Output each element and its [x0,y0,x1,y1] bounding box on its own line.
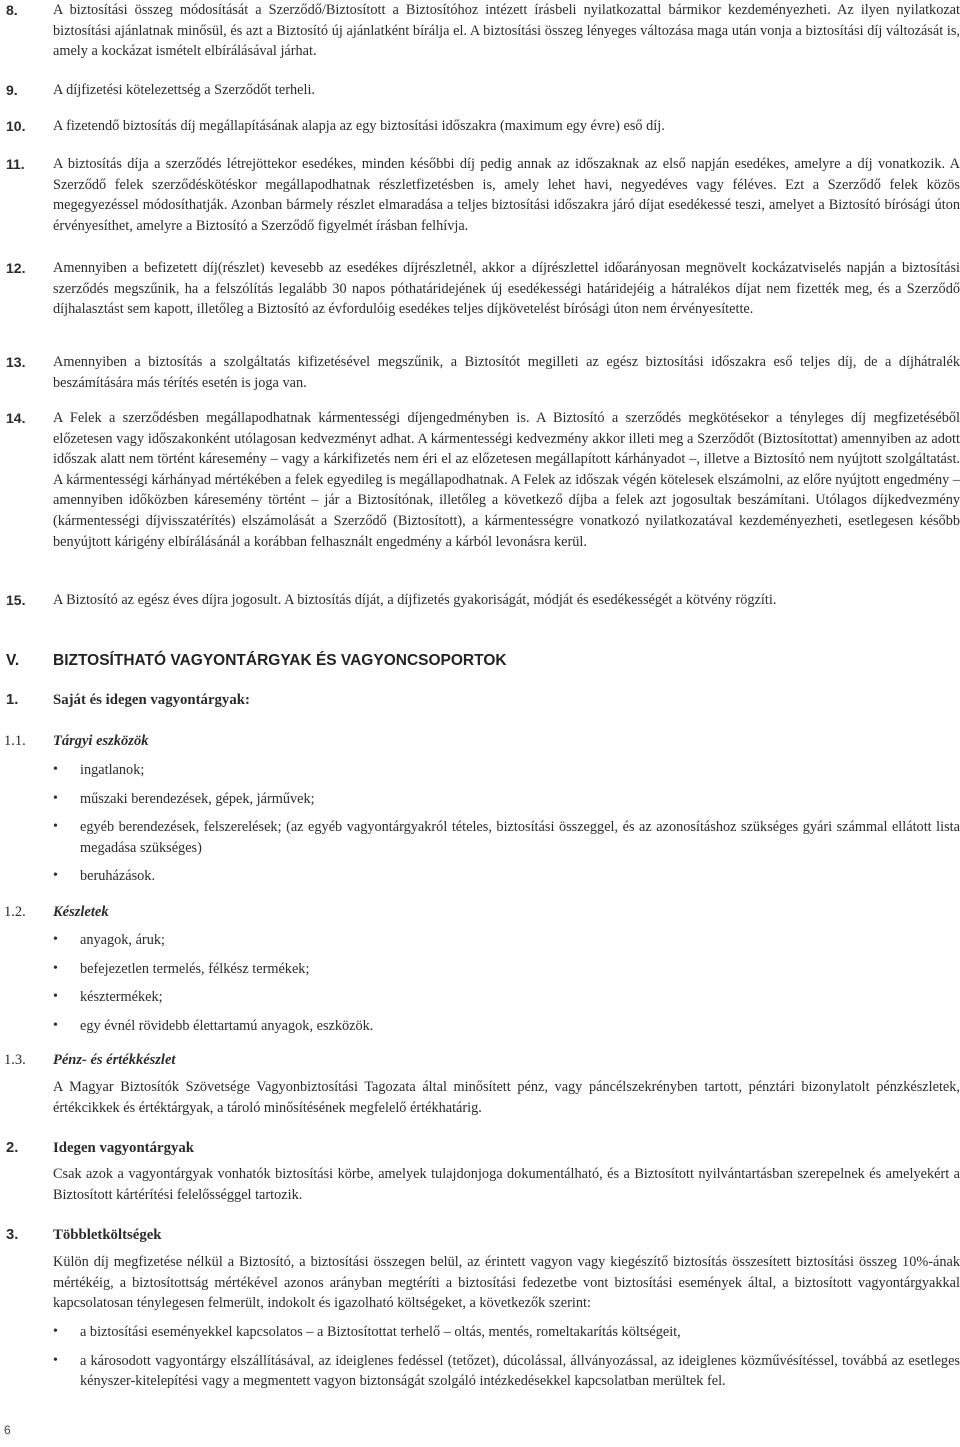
list-item: • egyéb berendezések, felszerelések; (az egyéb vagyontárgyakról tételes, biztosítási összeggel, és az azonosításhoz szükséges gyári számmal ellátott lista megadása szükséges) [53,819,960,856]
list-item: • anyagok, áruk; [53,930,960,951]
subsubsection-heading-1-3 [4,1050,175,1071]
bullet-icon: • [53,790,58,806]
subsubsection-heading-1-2 [4,902,109,923]
subsubsection-title: Készletek [53,904,109,920]
clause-number: 13. [6,354,26,370]
list-item: • egy évnél rövidebb élettartamú anyagok, eszközök. [53,1016,960,1037]
subsubsection-title: Pénz- és értékkészlet [53,1052,176,1068]
clause-number: 10. [6,118,26,134]
bullet-icon: • [53,762,58,777]
subsection-number: 1. [6,692,19,708]
subsection-number: 3. [6,1227,19,1243]
bullet-icon: • [53,1352,58,1368]
list-item: • a károsodott vagyontárgy elszállításával, az ideiglenes fedéssel (tetőzet), dúcolással, állványozással, az ideiglenes közművésítéssel, továbbá az esetleges kényszer-kitelepítési vagy a megmentett vagyon biztonságát szolgáló intézkedésekkel kapcsolatban merültek fel. [53,1352,960,1390]
paragraph-idegen-vagyontargyak: Csak azok a vagyontárgyak vonhatók biztosítási körbe, amelyek tulajdonjoga dokumentálható, és a Biztosított nyilvántartásban szerepelnek és amelyekért a Biztosított kártérítési felelősséggel tartozik. [53,1166,960,1203]
subsection-number: 2. [6,1140,19,1156]
clause-text: A Felek a szerződésben megállapodhatnak kármentességi díjengedményben is. A Biztosító a szerződés megkötésekor a tényleges díj megfizetéséből előzetesen vagy időszakonként utólagosan kedvezményt adhat. A kármentességi kedvezmény akkor illeti meg a Szerződőt (Biztosítottat) amennyiben az adott időszak alatt nem történt káresemény – vagy a kárkifizetés nem éri el az előzetesen megállapított kárhányadot –, illetve a Biztosító nem nyújtott szolgáltatást. A kármentességi kárhányad mértékében a felek egyedileg is megállapodhatnak. A Felek az időszak végén kötelesek elszámolni, az előre nyújtott engedmény – amennyiben időközben káresemény történt – jár a Biztosítónak, illetőleg a következő díjba a felek azt jogosultak beszámítani. Utólagos díjkedvezmény (kármentességi díjvisszatérítés) elszámolását a Szerződő (Biztosított), a kármentességre vonatkozó nyilatkozatával kezdeményezheti, esetlegesen később benyújtott kárigény elbírálásánál a korábban felhasznált engedmény a kárból levonásra kerül. [53,410,960,550]
paragraph-tobbletkoltsegek: Külön díj megfizetése nélkül a Biztosító, a biztosítási összegen belül, az érintett vagyon vagy kiegészítő biztosítás összesített biztosítási összeg 10%-ának mértékéig, a biztosítottság mértékével azonos arányban megtéríti a biztosítási fedezetbe vont biztosítási események által, a biztosított vagyontárgyakkal kapcsolatosan ténylegesen felmerült, indokolt és igazolható költségeket, a következők szerint: [53,1254,960,1312]
list-item: • ingatlanok; [53,760,960,781]
bullet-icon: • [53,819,58,835]
list-item: • befejezetlen termelés, félkész termékek; [53,959,960,980]
clause-number: 12. [6,260,26,276]
clause-text: A biztosítási összeg módosítását a Szerződő/Biztosított a Biztosítóhoz intézett írásbeli nyilatkozattal bármikor kezdeményezheti. Az ilyen nyilatkozat biztosítási ajánlatnak minősül, és azt a Biztosító új ajánlatként bírálja el. A biztosítási összeg lényeges változása maga után vonja a biztosítási díj változását is, amely a kockázat ismételt elbírálásával járhat. [53,2,960,60]
clause-number: 9. [6,82,18,98]
clause-text: A biztosítás díja a szerződés létrejöttekor esedékes, minden későbbi díj pedig annak az időszaknak az első napján esedékes, amelyre a díj vonatkozik. A Szerződő felek szerződéskötéskor megállapodhatnak részletfizetésben is, amely lehet havi, negyedéves vagy féléves. Ezt a Szerződő felek közös megegyezéssel módosíthatják. Azonban bármely részlet elmaradása a teljes biztosítási időszakra járó díjat esedékessé teszi, amelyet a Biztosító bírósági úton érvényesíthet, amelyre a Biztosító a Szerződő figyelmét írásban felhívja. [53,156,960,234]
subsection-heading-1 [6,690,250,711]
bullet-icon: • [53,989,58,1005]
bullet-icon: • [53,932,58,947]
bullet-list-keszletek [53,930,960,1036]
clause-number: 15. [6,592,26,608]
bullet-icon: • [53,868,58,884]
clause-text: A fizetendő biztosítás díj megállapításának alapja az egy biztosítási időszakra (maximum egy évre) eső díj. [53,118,665,134]
clause-text: A díjfizetési kötelezettség a Szerződőt terheli. [53,82,316,98]
page-number: 6 [4,1423,11,1437]
subsection-heading-3 [6,1225,162,1246]
section-number: V. [6,652,20,669]
subsection-heading-2 [6,1138,194,1159]
bullet-list-tobbletkoltsegek [53,1322,960,1392]
subsubsection-number: 1.2. [4,904,26,920]
section-heading [6,650,507,672]
list-item: • beruházások. [53,866,960,887]
subsection-title: Saját és idegen vagyontárgyak: [53,692,250,708]
bullet-list-targyi-eszkozok [53,760,960,887]
subsubsection-number: 1.1. [4,733,26,749]
bullet-icon: • [53,1017,58,1033]
list-item: • műszaki berendezések, gépek, járművek; [53,789,960,810]
bullet-icon: • [53,960,58,976]
clause-text: Amennyiben a biztosítás a szolgáltatás kifizetésével megszűnik, a Biztosítót megilleti az egész biztosítási időszakra eső teljes díj, de a díjhátralék beszámítására más térítés esetén is joga van. [53,354,960,391]
subsection-title: Többletköltségek [53,1227,162,1243]
paragraph-penz-ertekkeszlet: A Magyar Biztosítók Szövetsége Vagyonbiztosítási Tagozata által minősített pénz, vagy páncélszekrényben tartott, pénztári bizonylatolt pénzkészletek, értékcikkek és értéktárgyak, a tároló minősítésének megfelelő értékhatárig. [53,1079,960,1116]
clause-number: 11. [6,156,25,172]
clause-number: 8. [6,2,18,18]
subsubsection-heading-1-1 [4,731,148,752]
list-item: • a biztosítási eseményekkel kapcsolatos – a Biztosítottat terhelő – oltás, mentés, romeltakarítás költségeit, [53,1322,960,1343]
clause-number: 14. [6,410,26,426]
subsubsection-number: 1.3. [4,1052,26,1068]
bullet-icon: • [53,1324,58,1339]
subsubsection-title: Tárgyi eszközök [53,733,149,749]
clause-text: Amennyiben a befizetett díj(részlet) kevesebb az esedékes díjrészletnél, akkor a díjrészlettel időarányosan megnövelt kockázatviselés napján a biztosítási szerződés megszűnik, ha a felszólítás legalább 30 napos póthatáridejének új esedékességi határidejéig a hátralékos díjat nem fizették meg, és a Szerződő díjhalasztást sem kapott, illetőleg a Biztosító az évfordulóig esedékes teljes díjkövetelést bírósági úton nem érvényesítette. [53,260,960,318]
list-item: • késztermékek; [53,987,960,1008]
subsection-title: Idegen vagyontárgyak [53,1140,194,1156]
section-title: BIZTOSÍTHATÓ VAGYONTÁRGYAK ÉS VAGYONCSOPORTOK [53,652,507,669]
clause-text: A Biztosító az egész éves díjra jogosult. A biztosítás díját, a díjfizetés gyakoriságát, módját és esedékességét a kötvény rögzíti. [53,592,777,608]
